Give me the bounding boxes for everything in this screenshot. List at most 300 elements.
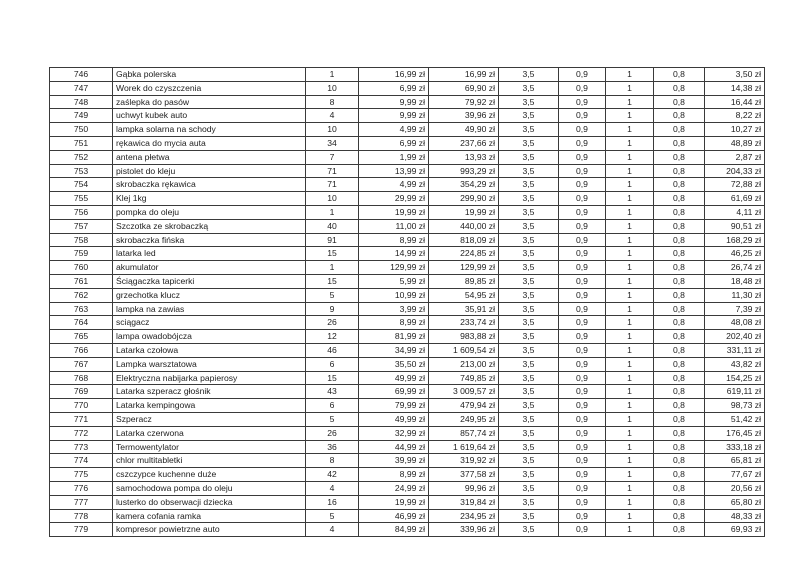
quantity-cell: 10 (306, 192, 359, 206)
row-number-cell: 760 (50, 261, 113, 275)
total-price-cell: 1 619,64 zł (429, 440, 499, 454)
factor-a-cell: 3,5 (499, 233, 559, 247)
factor-a-cell: 3,5 (499, 412, 559, 426)
table-row (50, 178, 765, 192)
table-row (50, 468, 765, 482)
table-row (50, 343, 765, 357)
factor-a-cell: 3,5 (499, 109, 559, 123)
result-value-cell: 61,69 zł (705, 192, 765, 206)
factor-a-cell: 3,5 (499, 274, 559, 288)
factor-a-cell: 3,5 (499, 357, 559, 371)
total-price-cell: 39,96 zł (429, 109, 499, 123)
result-value-cell: 48,08 zł (705, 316, 765, 330)
factor-a-cell: 3,5 (499, 205, 559, 219)
factor-c-cell: 1 (606, 109, 654, 123)
table-row (50, 247, 765, 261)
unit-price-cell: 19,99 zł (359, 205, 429, 219)
quantity-cell: 1 (306, 68, 359, 82)
result-value-cell: 16,44 zł (705, 95, 765, 109)
total-price-cell: 19,99 zł (429, 205, 499, 219)
factor-b-cell: 0,9 (559, 192, 606, 206)
factor-c-cell: 1 (606, 205, 654, 219)
factor-a-cell: 3,5 (499, 136, 559, 150)
result-value-cell: 8,22 zł (705, 109, 765, 123)
factor-b-cell: 0,9 (559, 495, 606, 509)
result-value-cell: 72,88 zł (705, 178, 765, 192)
factor-a-cell: 3,5 (499, 164, 559, 178)
quantity-cell: 5 (306, 288, 359, 302)
factor-c-cell: 1 (606, 440, 654, 454)
factor-c-cell: 1 (606, 481, 654, 495)
quantity-cell: 91 (306, 233, 359, 247)
total-price-cell: 440,00 zł (429, 219, 499, 233)
product-name-cell: Szperacz (113, 412, 306, 426)
product-name-cell: uchwyt kubek auto (113, 109, 306, 123)
total-price-cell: 49,90 zł (429, 123, 499, 137)
quantity-cell: 43 (306, 385, 359, 399)
result-value-cell: 7,39 zł (705, 302, 765, 316)
factor-d-cell: 0,8 (654, 343, 705, 357)
unit-price-cell: 24,99 zł (359, 481, 429, 495)
result-value-cell: 619,11 zł (705, 385, 765, 399)
product-name-cell: zaślepka do pasów (113, 95, 306, 109)
factor-b-cell: 0,9 (559, 412, 606, 426)
factor-c-cell: 1 (606, 288, 654, 302)
factor-a-cell: 3,5 (499, 95, 559, 109)
quantity-cell: 4 (306, 523, 359, 537)
unit-price-cell: 44,99 zł (359, 440, 429, 454)
factor-c-cell: 1 (606, 343, 654, 357)
unit-price-cell: 14,99 zł (359, 247, 429, 261)
factor-d-cell: 0,8 (654, 440, 705, 454)
factor-b-cell: 0,9 (559, 261, 606, 275)
table-row (50, 302, 765, 316)
unit-price-cell: 13,99 zł (359, 164, 429, 178)
factor-b-cell: 0,9 (559, 68, 606, 82)
factor-a-cell: 3,5 (499, 150, 559, 164)
product-name-cell: antena płetwa (113, 150, 306, 164)
total-price-cell: 319,84 zł (429, 495, 499, 509)
factor-c-cell: 1 (606, 399, 654, 413)
factor-d-cell: 0,8 (654, 509, 705, 523)
factor-c-cell: 1 (606, 371, 654, 385)
factor-d-cell: 0,8 (654, 205, 705, 219)
quantity-cell: 15 (306, 274, 359, 288)
row-number-cell: 766 (50, 343, 113, 357)
product-name-cell: latarka led (113, 247, 306, 261)
result-value-cell: 65,80 zł (705, 495, 765, 509)
unit-price-cell: 34,99 zł (359, 343, 429, 357)
factor-b-cell: 0,9 (559, 178, 606, 192)
factor-b-cell: 0,9 (559, 288, 606, 302)
row-number-cell: 758 (50, 233, 113, 247)
table-row (50, 454, 765, 468)
table-row (50, 81, 765, 95)
row-number-cell: 759 (50, 247, 113, 261)
factor-c-cell: 1 (606, 426, 654, 440)
total-price-cell: 129,99 zł (429, 261, 499, 275)
row-number-cell: 755 (50, 192, 113, 206)
unit-price-cell: 11,00 zł (359, 219, 429, 233)
factor-c-cell: 1 (606, 219, 654, 233)
unit-price-cell: 3,99 zł (359, 302, 429, 316)
table-row (50, 440, 765, 454)
factor-c-cell: 1 (606, 150, 654, 164)
quantity-cell: 15 (306, 247, 359, 261)
quantity-cell: 6 (306, 357, 359, 371)
total-price-cell: 213,00 zł (429, 357, 499, 371)
table-row (50, 261, 765, 275)
table-row (50, 357, 765, 371)
quantity-cell: 71 (306, 164, 359, 178)
factor-d-cell: 0,8 (654, 371, 705, 385)
row-number-cell: 768 (50, 371, 113, 385)
factor-b-cell: 0,9 (559, 247, 606, 261)
factor-d-cell: 0,8 (654, 523, 705, 537)
quantity-cell: 26 (306, 426, 359, 440)
quantity-cell: 10 (306, 123, 359, 137)
unit-price-cell: 49,99 zł (359, 371, 429, 385)
factor-a-cell: 3,5 (499, 385, 559, 399)
factor-c-cell: 1 (606, 523, 654, 537)
factor-a-cell: 3,5 (499, 123, 559, 137)
unit-price-cell: 9,99 zł (359, 109, 429, 123)
factor-a-cell: 3,5 (499, 68, 559, 82)
result-value-cell: 4,11 zł (705, 205, 765, 219)
factor-a-cell: 3,5 (499, 302, 559, 316)
factor-d-cell: 0,8 (654, 412, 705, 426)
factor-a-cell: 3,5 (499, 192, 559, 206)
quantity-cell: 36 (306, 440, 359, 454)
factor-d-cell: 0,8 (654, 219, 705, 233)
row-number-cell: 765 (50, 330, 113, 344)
result-value-cell: 48,33 zł (705, 509, 765, 523)
row-number-cell: 747 (50, 81, 113, 95)
factor-a-cell: 3,5 (499, 495, 559, 509)
factor-b-cell: 0,9 (559, 343, 606, 357)
total-price-cell: 13,93 zł (429, 150, 499, 164)
row-number-cell: 775 (50, 468, 113, 482)
table-row (50, 412, 765, 426)
result-value-cell: 65,81 zł (705, 454, 765, 468)
result-value-cell: 202,40 zł (705, 330, 765, 344)
factor-b-cell: 0,9 (559, 81, 606, 95)
row-number-cell: 771 (50, 412, 113, 426)
result-value-cell: 154,25 zł (705, 371, 765, 385)
product-name-cell: lampa owadobójcza (113, 330, 306, 344)
factor-a-cell: 3,5 (499, 219, 559, 233)
factor-b-cell: 0,9 (559, 523, 606, 537)
factor-c-cell: 1 (606, 274, 654, 288)
factor-c-cell: 1 (606, 81, 654, 95)
quantity-cell: 15 (306, 371, 359, 385)
factor-d-cell: 0,8 (654, 81, 705, 95)
factor-d-cell: 0,8 (654, 178, 705, 192)
row-number-cell: 767 (50, 357, 113, 371)
table-row (50, 385, 765, 399)
quantity-cell: 46 (306, 343, 359, 357)
total-price-cell: 237,66 zł (429, 136, 499, 150)
factor-d-cell: 0,8 (654, 274, 705, 288)
product-name-cell: grzechotka klucz (113, 288, 306, 302)
data-table (49, 67, 765, 537)
row-number-cell: 778 (50, 509, 113, 523)
factor-d-cell: 0,8 (654, 426, 705, 440)
table-row (50, 219, 765, 233)
factor-c-cell: 1 (606, 468, 654, 482)
factor-a-cell: 3,5 (499, 81, 559, 95)
product-name-cell: pistolet do kleju (113, 164, 306, 178)
factor-d-cell: 0,8 (654, 330, 705, 344)
factor-b-cell: 0,9 (559, 330, 606, 344)
total-price-cell: 234,95 zł (429, 509, 499, 523)
row-number-cell: 769 (50, 385, 113, 399)
factor-a-cell: 3,5 (499, 481, 559, 495)
product-name-cell: Latarka kempingowa (113, 399, 306, 413)
total-price-cell: 249,95 zł (429, 412, 499, 426)
product-name-cell: Latarka szperacz głośnik (113, 385, 306, 399)
factor-c-cell: 1 (606, 192, 654, 206)
factor-a-cell: 3,5 (499, 399, 559, 413)
product-name-cell: sciągacz (113, 316, 306, 330)
quantity-cell: 9 (306, 302, 359, 316)
factor-c-cell: 1 (606, 136, 654, 150)
total-price-cell: 479,94 zł (429, 399, 499, 413)
unit-price-cell: 81,99 zł (359, 330, 429, 344)
unit-price-cell: 29,99 zł (359, 192, 429, 206)
total-price-cell: 749,85 zł (429, 371, 499, 385)
table-row (50, 495, 765, 509)
row-number-cell: 761 (50, 274, 113, 288)
quantity-cell: 34 (306, 136, 359, 150)
table-row (50, 426, 765, 440)
product-name-cell: skrobaczka fińska (113, 233, 306, 247)
result-value-cell: 11,30 zł (705, 288, 765, 302)
total-price-cell: 54,95 zł (429, 288, 499, 302)
result-value-cell: 2,87 zł (705, 150, 765, 164)
factor-b-cell: 0,9 (559, 205, 606, 219)
quantity-cell: 4 (306, 109, 359, 123)
unit-price-cell: 35,50 zł (359, 357, 429, 371)
factor-c-cell: 1 (606, 95, 654, 109)
table-row (50, 205, 765, 219)
row-number-cell: 779 (50, 523, 113, 537)
factor-a-cell: 3,5 (499, 261, 559, 275)
unit-price-cell: 46,99 zł (359, 509, 429, 523)
total-price-cell: 339,96 zł (429, 523, 499, 537)
factor-c-cell: 1 (606, 330, 654, 344)
row-number-cell: 757 (50, 219, 113, 233)
quantity-cell: 1 (306, 205, 359, 219)
factor-b-cell: 0,9 (559, 302, 606, 316)
row-number-cell: 773 (50, 440, 113, 454)
result-value-cell: 90,51 zł (705, 219, 765, 233)
product-name-cell: pompka do oleju (113, 205, 306, 219)
factor-b-cell: 0,9 (559, 440, 606, 454)
factor-b-cell: 0,9 (559, 509, 606, 523)
product-name-cell: Klej 1kg (113, 192, 306, 206)
total-price-cell: 224,85 zł (429, 247, 499, 261)
factor-c-cell: 1 (606, 68, 654, 82)
factor-c-cell: 1 (606, 233, 654, 247)
unit-price-cell: 32,99 zł (359, 426, 429, 440)
row-number-cell: 774 (50, 454, 113, 468)
factor-b-cell: 0,9 (559, 219, 606, 233)
factor-d-cell: 0,8 (654, 399, 705, 413)
total-price-cell: 857,74 zł (429, 426, 499, 440)
product-name-cell: skrobaczka rękawica (113, 178, 306, 192)
row-number-cell: 751 (50, 136, 113, 150)
factor-c-cell: 1 (606, 454, 654, 468)
quantity-cell: 16 (306, 495, 359, 509)
factor-c-cell: 1 (606, 495, 654, 509)
result-value-cell: 10,27 zł (705, 123, 765, 137)
quantity-cell: 6 (306, 399, 359, 413)
unit-price-cell: 79,99 zł (359, 399, 429, 413)
factor-d-cell: 0,8 (654, 481, 705, 495)
factor-d-cell: 0,8 (654, 468, 705, 482)
total-price-cell: 377,58 zł (429, 468, 499, 482)
row-number-cell: 777 (50, 495, 113, 509)
product-name-cell: cszczypce kuchenne duże (113, 468, 306, 482)
factor-b-cell: 0,9 (559, 95, 606, 109)
unit-price-cell: 5,99 zł (359, 274, 429, 288)
row-number-cell: 752 (50, 150, 113, 164)
result-value-cell: 3,50 zł (705, 68, 765, 82)
table-row (50, 95, 765, 109)
factor-c-cell: 1 (606, 302, 654, 316)
factor-c-cell: 1 (606, 247, 654, 261)
table-row (50, 192, 765, 206)
total-price-cell: 354,29 zł (429, 178, 499, 192)
factor-a-cell: 3,5 (499, 440, 559, 454)
table-row (50, 330, 765, 344)
result-value-cell: 176,45 zł (705, 426, 765, 440)
table-row (50, 523, 765, 537)
result-value-cell: 331,11 zł (705, 343, 765, 357)
table-row (50, 316, 765, 330)
quantity-cell: 42 (306, 468, 359, 482)
total-price-cell: 89,85 zł (429, 274, 499, 288)
row-number-cell: 764 (50, 316, 113, 330)
total-price-cell: 983,88 zł (429, 330, 499, 344)
factor-a-cell: 3,5 (499, 371, 559, 385)
quantity-cell: 7 (306, 150, 359, 164)
total-price-cell: 233,74 zł (429, 316, 499, 330)
quantity-cell: 8 (306, 454, 359, 468)
factor-a-cell: 3,5 (499, 468, 559, 482)
factor-a-cell: 3,5 (499, 330, 559, 344)
factor-d-cell: 0,8 (654, 261, 705, 275)
product-name-cell: Gąbka polerska (113, 68, 306, 82)
unit-price-cell: 8,99 zł (359, 468, 429, 482)
unit-price-cell: 69,99 zł (359, 385, 429, 399)
row-number-cell: 770 (50, 399, 113, 413)
result-value-cell: 51,42 zł (705, 412, 765, 426)
product-name-cell: Ściągaczka tapicerki (113, 274, 306, 288)
factor-c-cell: 1 (606, 412, 654, 426)
factor-d-cell: 0,8 (654, 136, 705, 150)
factor-d-cell: 0,8 (654, 454, 705, 468)
factor-a-cell: 3,5 (499, 509, 559, 523)
result-value-cell: 18,48 zł (705, 274, 765, 288)
product-name-cell: rękawica do mycia auta (113, 136, 306, 150)
quantity-cell: 40 (306, 219, 359, 233)
table-row (50, 371, 765, 385)
factor-b-cell: 0,9 (559, 316, 606, 330)
factor-b-cell: 0,9 (559, 123, 606, 137)
factor-b-cell: 0,9 (559, 233, 606, 247)
result-value-cell: 77,67 zł (705, 468, 765, 482)
factor-b-cell: 0,9 (559, 371, 606, 385)
unit-price-cell: 129,99 zł (359, 261, 429, 275)
result-value-cell: 69,93 zł (705, 523, 765, 537)
result-value-cell: 333,18 zł (705, 440, 765, 454)
unit-price-cell: 39,99 zł (359, 454, 429, 468)
result-value-cell: 168,29 zł (705, 233, 765, 247)
quantity-cell: 8 (306, 95, 359, 109)
factor-d-cell: 0,8 (654, 150, 705, 164)
quantity-cell: 71 (306, 178, 359, 192)
factor-d-cell: 0,8 (654, 123, 705, 137)
product-name-cell: akumulator (113, 261, 306, 275)
unit-price-cell: 16,99 zł (359, 68, 429, 82)
table-row (50, 274, 765, 288)
factor-d-cell: 0,8 (654, 316, 705, 330)
factor-b-cell: 0,9 (559, 109, 606, 123)
result-value-cell: 20,56 zł (705, 481, 765, 495)
row-number-cell: 776 (50, 481, 113, 495)
factor-d-cell: 0,8 (654, 385, 705, 399)
factor-d-cell: 0,8 (654, 302, 705, 316)
result-value-cell: 43,82 zł (705, 357, 765, 371)
factor-c-cell: 1 (606, 385, 654, 399)
unit-price-cell: 8,99 zł (359, 233, 429, 247)
table-row (50, 399, 765, 413)
unit-price-cell: 1,99 zł (359, 150, 429, 164)
factor-c-cell: 1 (606, 316, 654, 330)
factor-a-cell: 3,5 (499, 426, 559, 440)
product-name-cell: kamera cofania ramka (113, 509, 306, 523)
row-number-cell: 754 (50, 178, 113, 192)
quantity-cell: 10 (306, 81, 359, 95)
product-name-cell: kompresor powietrzne auto (113, 523, 306, 537)
table-row (50, 150, 765, 164)
total-price-cell: 1 609,54 zł (429, 343, 499, 357)
product-name-cell: Szczotka ze skrobaczką (113, 219, 306, 233)
factor-c-cell: 1 (606, 509, 654, 523)
unit-price-cell: 4,99 zł (359, 178, 429, 192)
factor-b-cell: 0,9 (559, 426, 606, 440)
factor-b-cell: 0,9 (559, 454, 606, 468)
quantity-cell: 4 (306, 481, 359, 495)
unit-price-cell: 9,99 zł (359, 95, 429, 109)
table-row (50, 109, 765, 123)
total-price-cell: 35,91 zł (429, 302, 499, 316)
factor-d-cell: 0,8 (654, 288, 705, 302)
factor-b-cell: 0,9 (559, 136, 606, 150)
row-number-cell: 762 (50, 288, 113, 302)
row-number-cell: 756 (50, 205, 113, 219)
factor-c-cell: 1 (606, 164, 654, 178)
factor-a-cell: 3,5 (499, 454, 559, 468)
product-name-cell: lusterko do obserwacji dziecka (113, 495, 306, 509)
quantity-cell: 1 (306, 261, 359, 275)
factor-a-cell: 3,5 (499, 178, 559, 192)
result-value-cell: 48,89 zł (705, 136, 765, 150)
unit-price-cell: 6,99 zł (359, 136, 429, 150)
table-body (50, 68, 765, 537)
